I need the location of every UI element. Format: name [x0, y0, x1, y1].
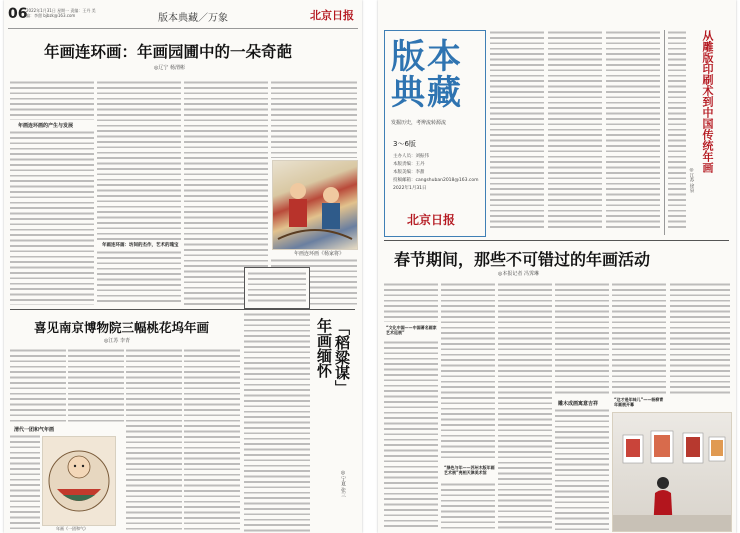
section-title: 版本典藏／万象 — [158, 13, 228, 24]
banner-title: 版本典藏 — [391, 37, 463, 113]
article-column — [668, 30, 686, 230]
new-year-picture-illustration — [272, 160, 358, 250]
article-column — [271, 80, 357, 158]
subhead-3: 雕木成画寓意吉祥 — [558, 401, 599, 407]
article-column — [10, 434, 40, 532]
article-column — [248, 271, 306, 305]
banner-pages: 3～6版 — [393, 140, 416, 148]
main-byline: ◎辽宁 杨渭彬 — [154, 65, 185, 71]
article-column — [606, 30, 660, 230]
subhead-2: 年画连环画：坊间的杰作，艺术的瑰宝 — [102, 243, 179, 248]
yi-tuan-he-qi-picture — [42, 436, 116, 526]
vertical-headline-2: 「稻粱谋」 — [333, 320, 351, 395]
main-headline: 年画连环画：年画园圃中的一朵奇葩 — [44, 43, 293, 61]
left-newspaper-page — [4, 0, 362, 533]
banner-info-line: 主办人员：刘振伟 — [393, 154, 429, 159]
article-column — [384, 340, 438, 530]
article-column — [68, 348, 124, 423]
article-column — [555, 408, 609, 532]
article-column — [441, 282, 495, 462]
article-column — [498, 282, 552, 532]
vertical-byline: ◎宁夏 张三 — [340, 470, 346, 498]
right-newspaper-page — [378, 0, 736, 533]
article-column — [548, 30, 602, 230]
article-column — [10, 130, 94, 305]
paper-logo: 北京日报 — [407, 213, 456, 227]
article-column — [126, 348, 182, 533]
right-vertical-byline: ◎江苏 徐泉 — [689, 168, 694, 193]
article-column — [10, 348, 66, 423]
section-banner — [384, 30, 486, 237]
banner-subtitle: 发掘历史，考辨流转源流 — [391, 120, 447, 126]
right-vertical-headline: 从雕版印刷术到中国传统年画 — [701, 30, 714, 173]
image-caption-1: 年画连环画《杨家将》 — [294, 251, 345, 257]
article-column — [184, 348, 240, 533]
subhead-1: 年画连环画的产生与发展 — [18, 123, 74, 129]
second-headline: 喜见南京博物院三幅桃花坞年画 — [34, 320, 210, 335]
exhibition-photo — [612, 412, 732, 532]
page-number: 06 — [8, 6, 28, 22]
banner-info-line: 2022年1月31日 — [393, 186, 427, 191]
left-masthead — [8, 6, 358, 29]
subhead-2: “绿色与年——苏州木版年画艺术展”亮相天津美术馆 — [444, 465, 495, 475]
article-column — [490, 30, 544, 230]
article-column — [97, 80, 181, 240]
vertical-headline-1: 年画缅怀 — [315, 318, 333, 378]
divider — [664, 30, 665, 235]
boxed-note — [244, 267, 310, 309]
main-headline: 春节期间，那些不可错过的年画活动 — [394, 250, 651, 269]
paper-logo: 北京日报 — [310, 9, 354, 22]
masthead-info: 2022年1月31日 星期一 责编：王丹 美编：李甜 bjbzk@163.com — [26, 8, 96, 18]
article-column — [555, 282, 609, 397]
divider — [10, 309, 355, 310]
banner-info-line: 投稿邮箱：cangshuban2018@163.com — [393, 178, 479, 183]
article-column — [97, 250, 181, 305]
banner-info-line: 本版责编：王丹 — [393, 162, 425, 167]
divider — [384, 240, 729, 241]
article-column — [384, 282, 438, 322]
subhead-3: 清代一团和气年画 — [14, 427, 55, 433]
subhead-4: “这才是年味儿”——杨柳青年画展开幕 — [614, 397, 664, 407]
article-column — [612, 282, 666, 394]
main-byline: ◎本报记者 冯霁琳 — [498, 271, 539, 277]
article-column — [441, 482, 495, 532]
article-column — [244, 312, 310, 532]
subhead-1: “文化中国——中国著名画家艺术巡展” — [386, 325, 437, 335]
banner-info-line: 本版美编：李甜 — [393, 170, 425, 175]
article-column — [670, 282, 730, 394]
image-caption-2: 年画《一团和气》 — [56, 526, 88, 531]
second-byline: ◎江苏 李青 — [104, 338, 130, 344]
article-column — [10, 80, 94, 120]
